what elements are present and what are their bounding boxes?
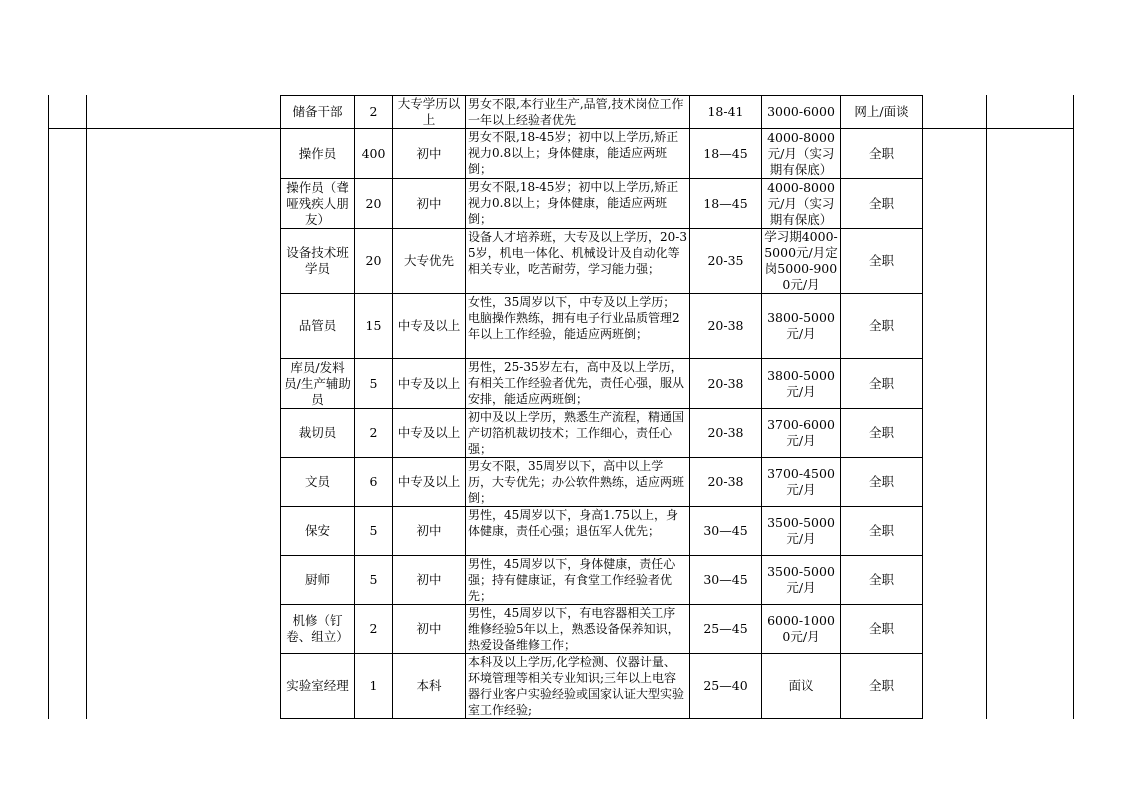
- count-cell: 1: [355, 654, 393, 719]
- position-cell: 机修（钉卷、组立）: [281, 605, 355, 654]
- table-row: [281, 96, 923, 129]
- requirements-cell: 男性，45周岁以下，有电容器相关工序维修经验5年以上，熟悉设备保养知识，热爱设备维修工作；: [466, 605, 690, 654]
- position-cell: 操作员: [281, 129, 355, 179]
- position-cell: 操作员（聋哑残疾人朋友）: [281, 179, 355, 229]
- age-cell: 20-38: [690, 458, 762, 507]
- requirements-cell: 设备人才培养班，大专及以上学历，20-35岁，机电一体化、机械设计及自动化等相关专业，吃苦耐劳，学习能力强；: [466, 229, 690, 294]
- salary-cell: 3500-5000元/月: [762, 507, 841, 556]
- table-row: [281, 129, 923, 179]
- sheet-border-col2: [86, 95, 87, 719]
- count-cell: 5: [355, 359, 393, 409]
- position-cell: 储备干部: [281, 96, 355, 129]
- requirements-cell: 男女不限,本行业生产,品管,技术岗位工作一年以上经验者优先: [466, 96, 690, 129]
- sheet-row-divider-right: [922, 128, 1073, 129]
- requirements-cell: 男女不限，35周岁以下，高中以上学历，大专优先；办公软件熟练，适应两班倒；: [466, 458, 690, 507]
- position-cell: 厨师: [281, 556, 355, 605]
- type-cell: 全职: [841, 294, 923, 359]
- position-cell: 裁切员: [281, 409, 355, 458]
- salary-cell: 4000-8000元/月（实习期有保底）: [762, 129, 841, 179]
- education-cell: 本科: [393, 654, 466, 719]
- salary-cell: 3700-6000元/月: [762, 409, 841, 458]
- requirements-cell: 本科及以上学历,化学检测、仪器计量、环境管理等相关专业知识;三年以上电容器行业客户实验经验或国家认证大型实验室工作经验;: [466, 654, 690, 719]
- salary-cell: 3500-5000元/月: [762, 556, 841, 605]
- table-row: [281, 654, 923, 719]
- age-cell: 20-38: [690, 409, 762, 458]
- type-cell: 全职: [841, 359, 923, 409]
- age-cell: 18-41: [690, 96, 762, 129]
- age-cell: 30—45: [690, 507, 762, 556]
- salary-cell: 3000-6000: [762, 96, 841, 129]
- count-cell: 20: [355, 229, 393, 294]
- type-cell: 全职: [841, 556, 923, 605]
- education-cell: 初中: [393, 179, 466, 229]
- salary-cell: 面议: [762, 654, 841, 719]
- sheet-border-left: [48, 95, 49, 719]
- table-row: [281, 179, 923, 229]
- job-table: [280, 95, 923, 719]
- count-cell: 5: [355, 507, 393, 556]
- education-cell: 大专优先: [393, 229, 466, 294]
- count-cell: 5: [355, 556, 393, 605]
- education-cell: 初中: [393, 129, 466, 179]
- position-cell: 文员: [281, 458, 355, 507]
- type-cell: 全职: [841, 458, 923, 507]
- sheet-border-col-right1: [986, 95, 987, 719]
- education-cell: 中专及以上: [393, 409, 466, 458]
- education-cell: 大专学历以上: [393, 96, 466, 129]
- sheet-row-divider-left: [48, 128, 280, 129]
- requirements-cell: 初中及以上学历，熟悉生产流程，精通国产切箔机裁切技术；工作细心，责任心强；: [466, 409, 690, 458]
- requirements-cell: 男性，45周岁以下，身体健康，责任心强；持有健康证，有食堂工作经验者优先；: [466, 556, 690, 605]
- table-row: [281, 359, 923, 409]
- count-cell: 400: [355, 129, 393, 179]
- count-cell: 15: [355, 294, 393, 359]
- salary-cell: 3800-5000元/月: [762, 359, 841, 409]
- table-row: [281, 556, 923, 605]
- position-cell: 实验室经理: [281, 654, 355, 719]
- sheet-border-right: [1073, 95, 1074, 719]
- type-cell: 全职: [841, 654, 923, 719]
- education-cell: 中专及以上: [393, 294, 466, 359]
- type-cell: 全职: [841, 129, 923, 179]
- requirements-cell: 女性，35周岁以下，中专及以上学历；电脑操作熟练，拥有电子行业品质管理2年以上工作经验，能适应两班倒；: [466, 294, 690, 359]
- type-cell: 全职: [841, 507, 923, 556]
- count-cell: 2: [355, 409, 393, 458]
- type-cell: 全职: [841, 605, 923, 654]
- count-cell: 2: [355, 96, 393, 129]
- type-cell: 全职: [841, 409, 923, 458]
- education-cell: 中专及以上: [393, 458, 466, 507]
- age-cell: 25—40: [690, 654, 762, 719]
- salary-cell: 6000-10000元/月: [762, 605, 841, 654]
- position-cell: 库员/发料员/生产辅助员: [281, 359, 355, 409]
- position-cell: 设备技术班学员: [281, 229, 355, 294]
- education-cell: 中专及以上: [393, 359, 466, 409]
- education-cell: 初中: [393, 556, 466, 605]
- table-row: [281, 507, 923, 556]
- type-cell: 全职: [841, 179, 923, 229]
- salary-cell: 3700-4500元/月: [762, 458, 841, 507]
- requirements-cell: 男性，45周岁以下，身高1.75以上，身体健康，责任心强；退伍军人优先；: [466, 507, 690, 556]
- type-cell: 全职: [841, 229, 923, 294]
- age-cell: 18—45: [690, 129, 762, 179]
- count-cell: 20: [355, 179, 393, 229]
- position-cell: 品管员: [281, 294, 355, 359]
- age-cell: 30—45: [690, 556, 762, 605]
- age-cell: 18—45: [690, 179, 762, 229]
- education-cell: 初中: [393, 605, 466, 654]
- count-cell: 2: [355, 605, 393, 654]
- table-row: [281, 605, 923, 654]
- requirements-cell: 男性，25-35岁左右，高中及以上学历，有相关工作经验者优先，责任心强，服从安排，能适应两班倒；: [466, 359, 690, 409]
- age-cell: 20-35: [690, 229, 762, 294]
- education-cell: 初中: [393, 507, 466, 556]
- count-cell: 6: [355, 458, 393, 507]
- table-row: [281, 458, 923, 507]
- table-row: [281, 294, 923, 359]
- salary-cell: 3800-5000元/月: [762, 294, 841, 359]
- position-cell: 保安: [281, 507, 355, 556]
- type-cell: 网上/面谈: [841, 96, 923, 129]
- salary-cell: 4000-8000元/月（实习期有保底）: [762, 179, 841, 229]
- requirements-cell: 男女不限,18-45岁；初中以上学历,矫正视力0.8以上；身体健康，能适应两班倒；: [466, 179, 690, 229]
- salary-cell: 学习期4000-5000元/月定岗5000-9000元/月: [762, 229, 841, 294]
- age-cell: 20-38: [690, 294, 762, 359]
- table-row: [281, 229, 923, 294]
- age-cell: 25—45: [690, 605, 762, 654]
- age-cell: 20-38: [690, 359, 762, 409]
- requirements-cell: 男女不限,18-45岁；初中以上学历,矫正视力0.8以上；身体健康，能适应两班倒；: [466, 129, 690, 179]
- table-row: [281, 409, 923, 458]
